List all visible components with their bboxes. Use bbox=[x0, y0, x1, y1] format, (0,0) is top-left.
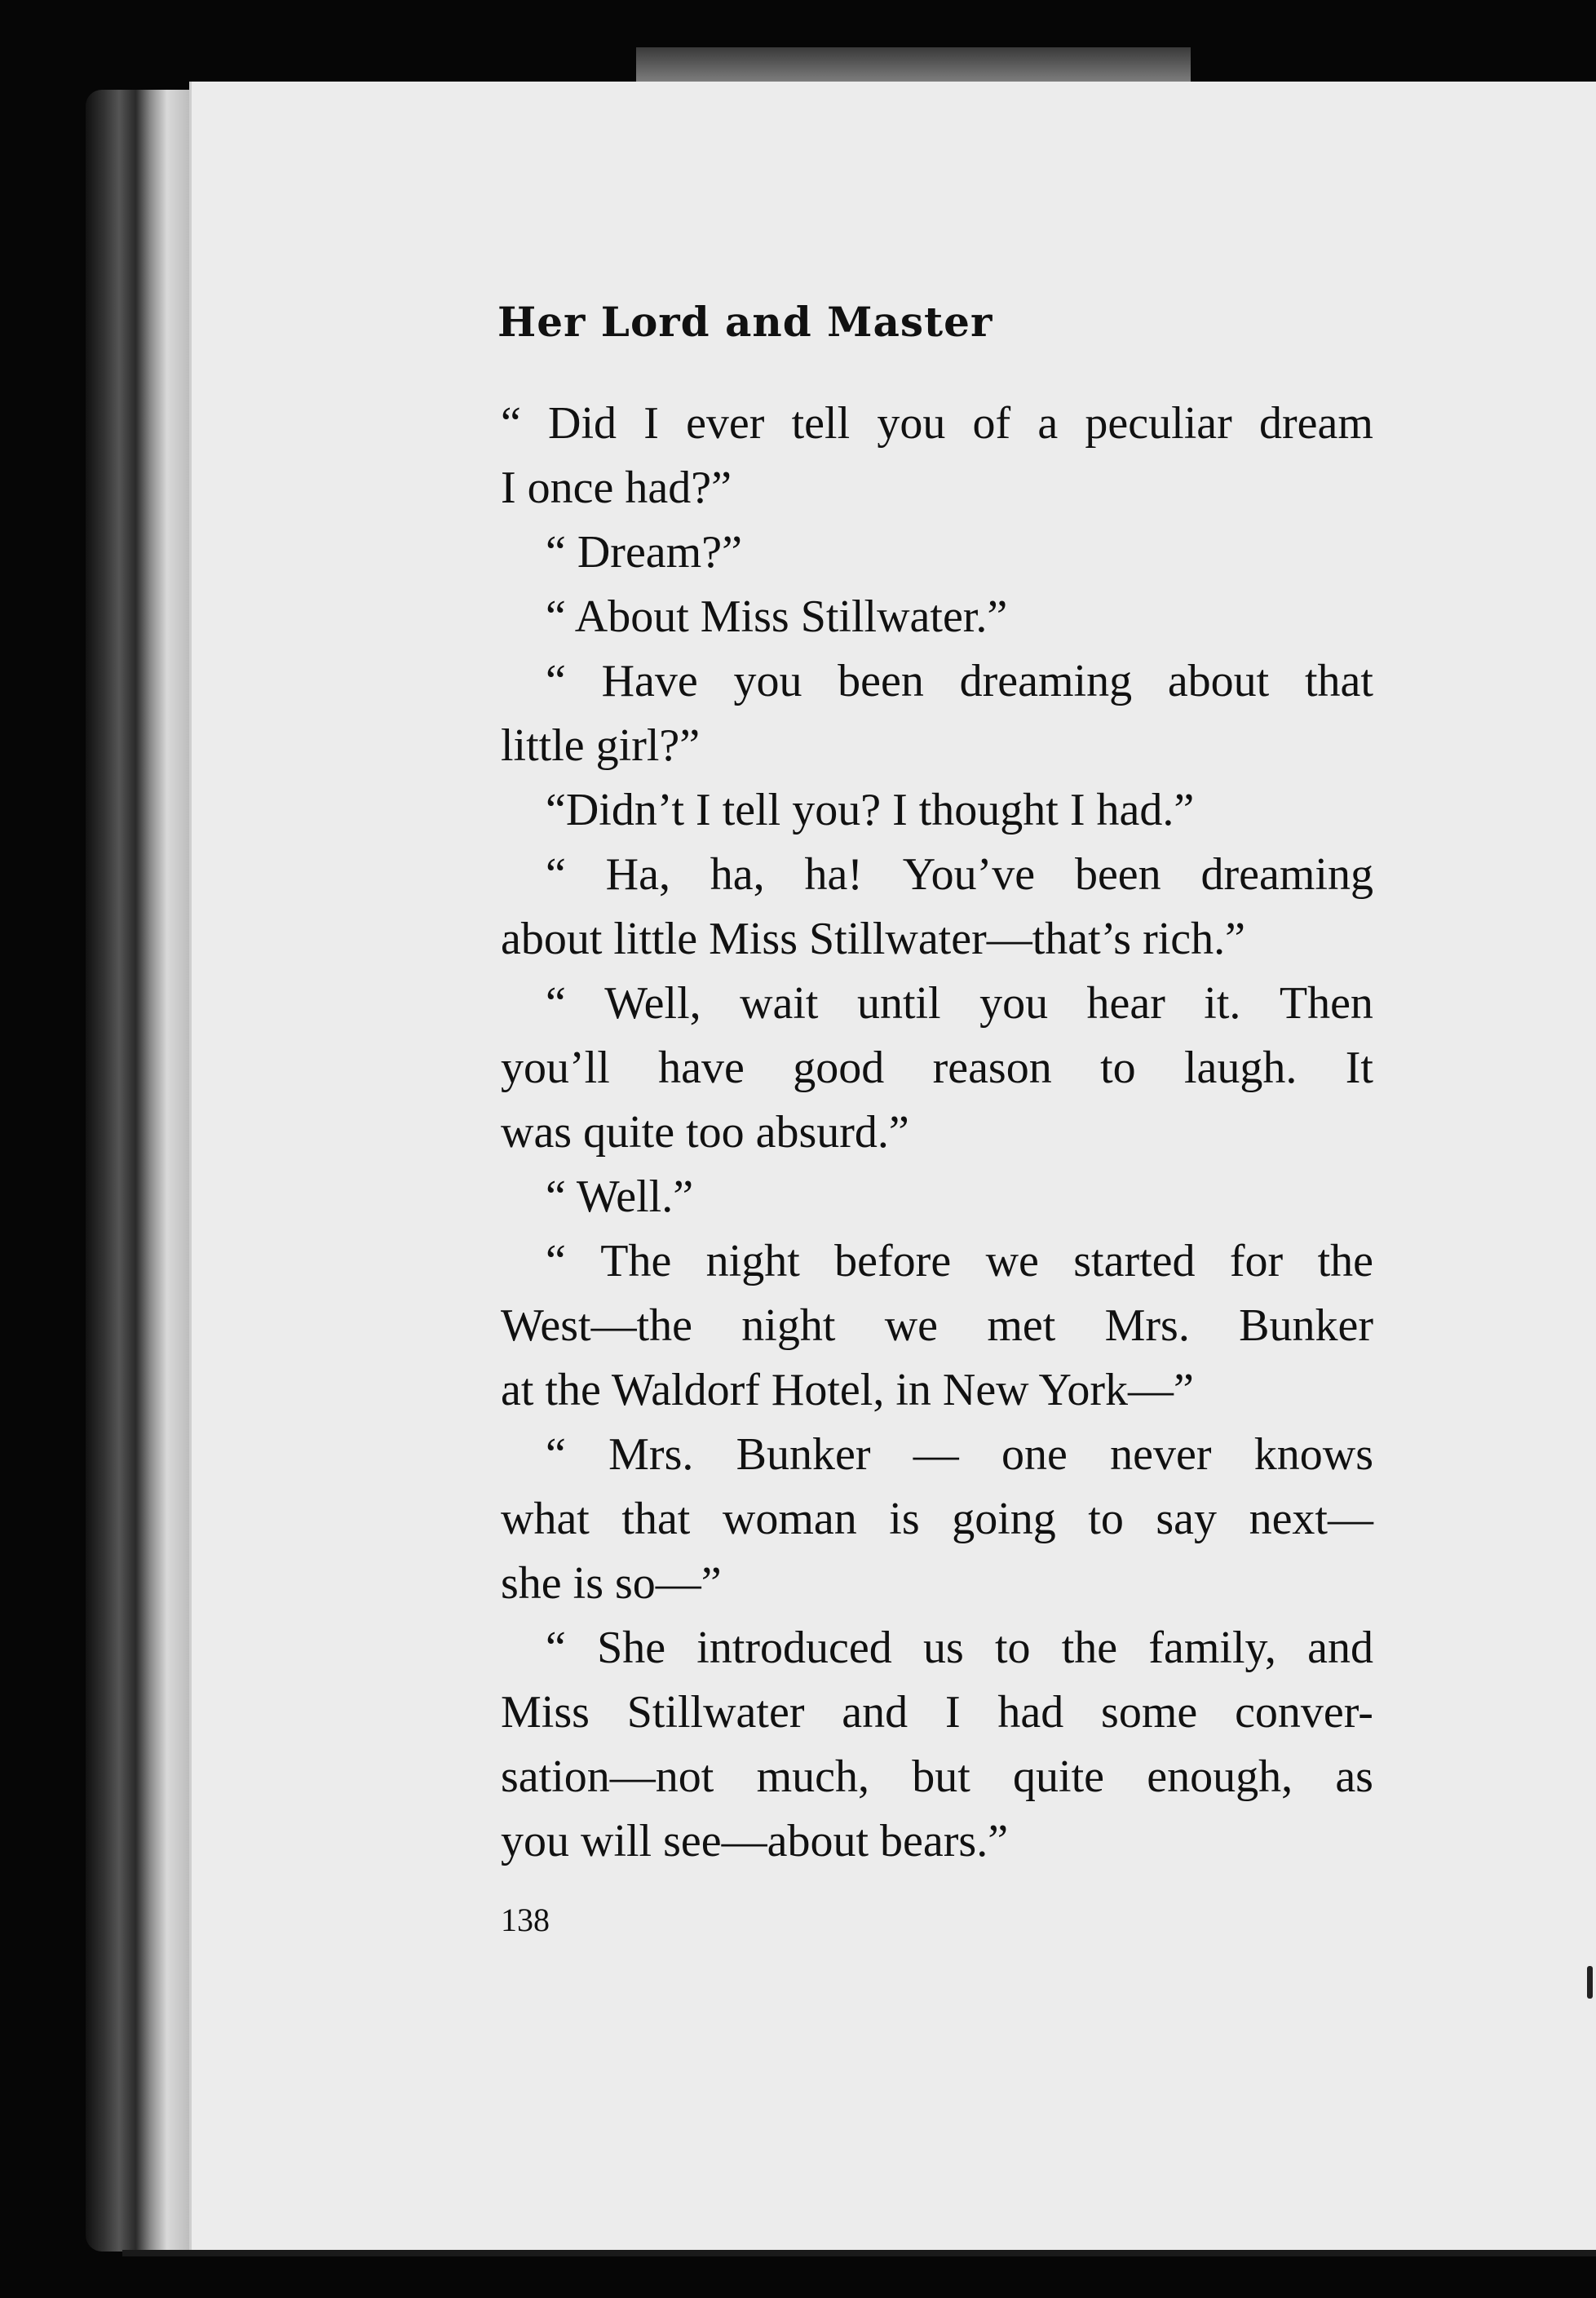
text-line: about little Miss Stillwater—that’s rich.” bbox=[501, 914, 1245, 964]
text-line: “Didn’t I tell you? I thought I had.” bbox=[546, 785, 1195, 835]
text-line: “ About Miss Stillwater.” bbox=[546, 591, 1008, 642]
text-line: Miss Stillwater and I had some conver- bbox=[501, 1687, 1373, 1738]
scan-edge-mark bbox=[1587, 1966, 1593, 1999]
body-text bbox=[501, 392, 1373, 1874]
text-line: “ Have you been dreaming about that bbox=[546, 656, 1373, 706]
text-line: “ Ha, ha, ha! You’ve been dreaming bbox=[546, 849, 1373, 900]
text-line: “ Mrs. Bunker — one never knows bbox=[546, 1429, 1373, 1480]
text-line: what that woman is going to say next— bbox=[501, 1494, 1373, 1544]
page-bottom-edge bbox=[122, 2250, 1596, 2256]
text-line: West—the night we met Mrs. Bunker bbox=[501, 1300, 1373, 1351]
text-line: sation—not much, but quite enough, as bbox=[501, 1751, 1373, 1802]
text-line: “ Dream?” bbox=[546, 527, 742, 578]
text-line: she is so—” bbox=[501, 1558, 722, 1609]
text-line: “ Well.” bbox=[546, 1171, 694, 1222]
text-line: “ She introduced us to the family, and bbox=[546, 1623, 1373, 1673]
book-spine-edge bbox=[86, 90, 190, 2252]
text-line: “ Did I ever tell you of a peculiar dream bbox=[501, 398, 1373, 449]
running-head: Her Lord and Master bbox=[497, 298, 993, 346]
text-line: was quite too absurd.” bbox=[501, 1107, 909, 1158]
text-line: I once had?” bbox=[501, 463, 732, 513]
text-line: “ Well, wait until you hear it. Then bbox=[546, 978, 1373, 1029]
text-line: you’ll have good reason to laugh. It bbox=[501, 1043, 1373, 1093]
text-line: “ The night before we started for the bbox=[546, 1236, 1373, 1286]
text-line: little girl?” bbox=[501, 720, 701, 771]
text-line: you will see—about bears.” bbox=[501, 1816, 1009, 1866]
text-line: at the Waldorf Hotel, in New York—” bbox=[501, 1365, 1194, 1415]
page-number: 138 bbox=[501, 1902, 550, 1938]
